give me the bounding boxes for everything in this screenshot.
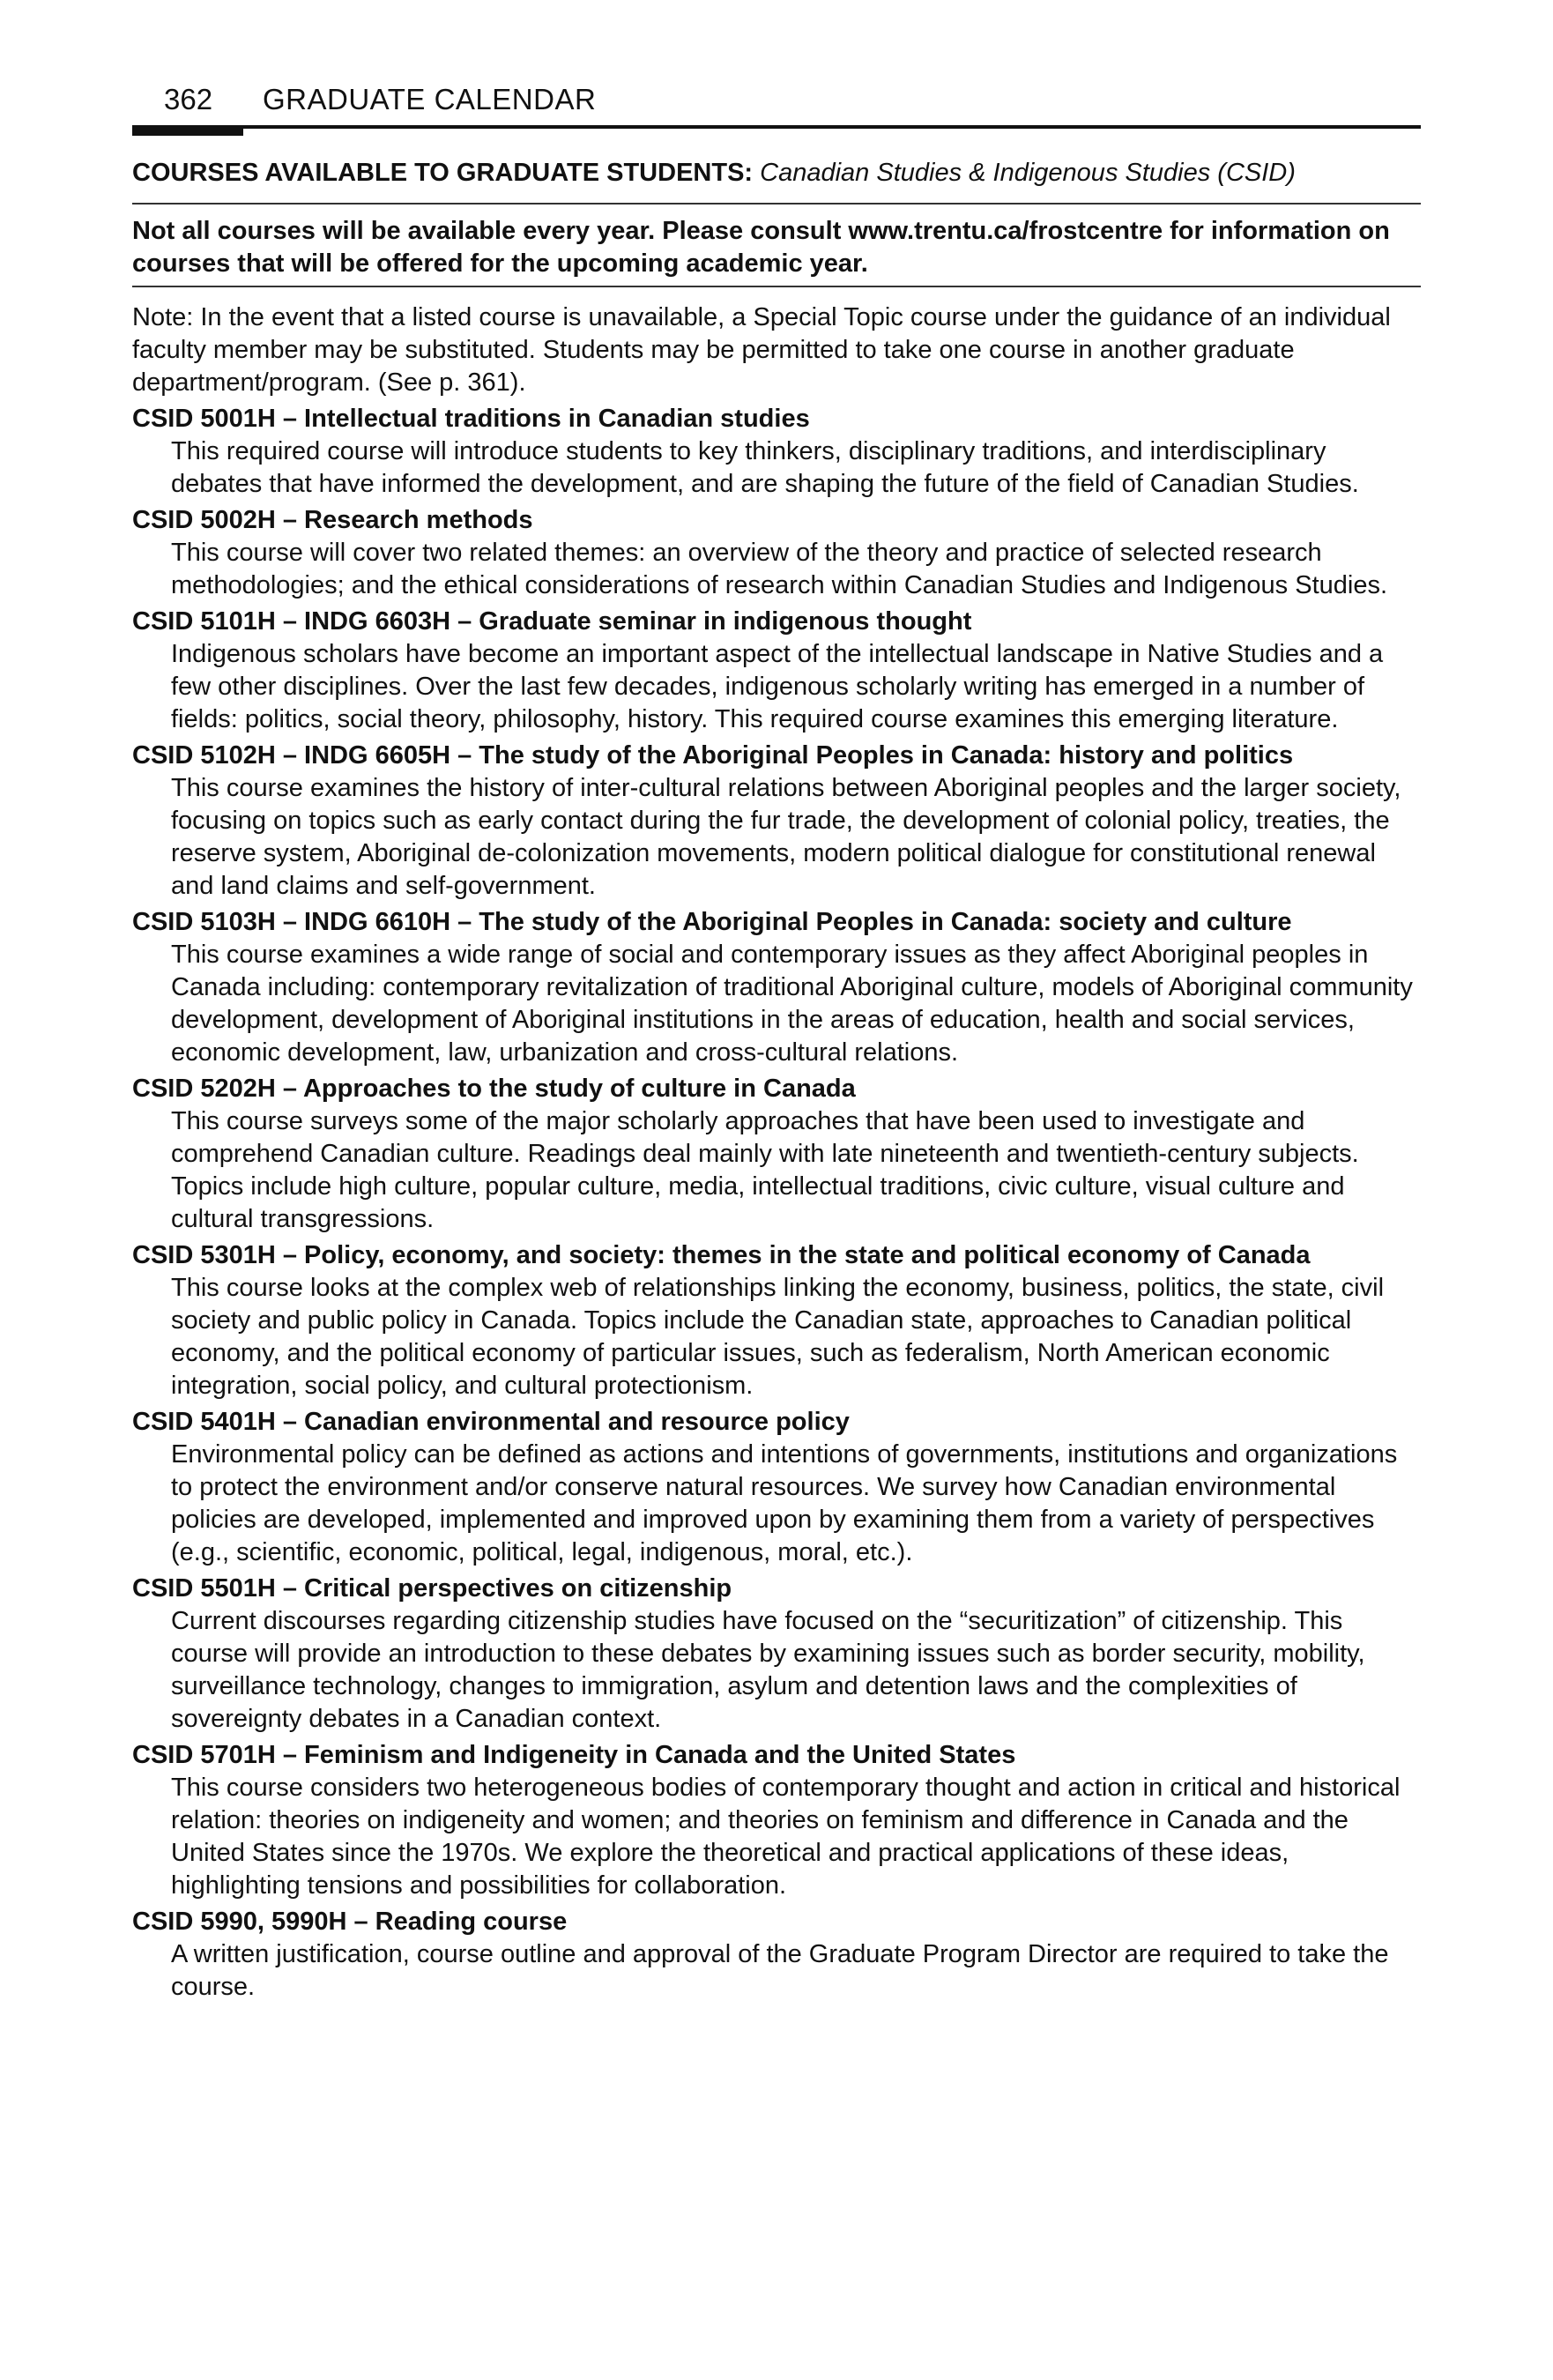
course-title: CSID 5103H – INDG 6610H – The study of the Aboriginal Peoples in Canada: society and culture (132, 908, 1292, 936)
course-description: This course examines the history of inter-cultural relations between Aboriginal peoples and the larger society, focusing on topics such as early contact during the fur trade, the development of colonial policy, treaties, the reserve system, Aboriginal de-colonization movements, modern political dialogue for constitutional renewal and land claims and self-government. (171, 774, 1401, 900)
course-title: CSID 5301H – Policy, economy, and society: themes in the state and political economy of Canada (132, 1241, 1311, 1269)
course-entry (132, 606, 1421, 736)
course-entry (132, 1073, 1421, 1236)
course-title: CSID 5202H – Approaches to the study of culture in Canada (132, 1075, 856, 1103)
running-title: GRADUATE CALENDAR (263, 83, 597, 115)
course-title: CSID 5102H – INDG 6605H – The study of the Aboriginal Peoples in Canada: history and politics (132, 741, 1294, 770)
course-entry (132, 1739, 1421, 1902)
calendar-page (132, 79, 1421, 2004)
course-list (132, 403, 1421, 2004)
section-subtitle: Canadian Studies & Indigenous Studies (CSID) (760, 159, 1296, 187)
course-title: CSID 5001H – Intellectual traditions in Canadian studies (132, 405, 810, 433)
course-description: This course surveys some of the major scholarly approaches that have been used to investigate and comprehend Canadian culture. Readings deal mainly with late nineteenth and twentieth-century subjects. Topics include high culture, popular culture, media, intellectual traditions, civic culture, visual culture and cultural transgressions. (171, 1107, 1359, 1233)
course-title: CSID 5401H – Canadian environmental and resource policy (132, 1408, 850, 1436)
course-description: This course will cover two related themes: an overview of the theory and practice of selected research methodologies; and the ethical considerations of research within Canadian Studies and Indigenous Studies. (171, 539, 1388, 599)
course-description: A written justification, course outline and approval of the Graduate Program Director are required to take the course. (171, 1940, 1389, 2001)
course-entry (132, 1573, 1421, 1736)
substitution-note: Note: In the event that a listed course is unavailable, a Special Topic course under the guidance of an individual faculty member may be substituted. Students may be permitted to take one course in another graduate department/program. (See p. 361). (132, 303, 1391, 397)
course-title: CSID 5101H – INDG 6603H – Graduate seminar in indigenous thought (132, 607, 972, 636)
course-description: Environmental policy can be defined as actions and intentions of governments, institutions and organizations to protect the environment and/or conserve natural resources. We survey how Canadian environmental policies are developed, implemented and improved upon by examining them from a variety of perspectives (e.g., scientific, economic, political, legal, indigenous, moral, etc.). (171, 1440, 1398, 1566)
course-entry (132, 1239, 1421, 1402)
course-entry (132, 403, 1421, 501)
course-entry (132, 740, 1421, 903)
course-title: CSID 5002H – Research methods (132, 506, 533, 534)
course-description: This course looks at the complex web of relationships linking the economy, business, politics, the state, civil society and public policy in Canada. Topics include the Canadian state, approaches to Canadian political economy, and the political economy of particular issues, such as federalism, North American economic integration, social policy, and cultural protectionism. (171, 1274, 1385, 1400)
course-description: This required course will introduce students to key thinkers, disciplinary traditions, and interdisciplinary debates that have informed the development, and are shaping the future of the field of Canadian Studies. (171, 437, 1359, 498)
course-description: Indigenous scholars have become an important aspect of the intellectual landscape in Native Studies and a few other disciplines. Over the last few decades, indigenous scholarly writing has emerged in a number of fields: politics, social theory, philosophy, history. This required course examines this emerging literature. (171, 640, 1384, 733)
section-label: COURSES AVAILABLE TO GRADUATE STUDENTS: (132, 159, 754, 187)
course-entry (132, 504, 1421, 602)
course-entry (132, 906, 1421, 1069)
page-header (132, 79, 1421, 129)
page-number: 362 (164, 83, 213, 115)
course-entry (132, 1406, 1421, 1569)
course-description: This course considers two heterogeneous bodies of contemporary thought and action in critical and historical relation: theories on indigeneity and women; and theories on feminism and difference in Canada and the United States since the 1970s. We explore the theoretical and practical applications of these ideas, highlighting tensions and possibilities for collaboration. (171, 1774, 1401, 1900)
availability-notice: Not all courses will be available every year. Please consult www.trentu.ca/frostcentre for information on courses that will be offered for the upcoming academic year. (132, 205, 1421, 287)
course-title: CSID 5990, 5990H – Reading course (132, 1908, 568, 1936)
header-tab-bar (132, 125, 243, 136)
course-title: CSID 5701H – Feminism and Indigeneity in Canada and the United States (132, 1741, 1016, 1769)
section-heading (132, 155, 1421, 205)
course-description: Current discourses regarding citizenship studies have focused on the “securitization” of citizenship. This course will provide an introduction to these debates by examining issues such as border security, mobility, surveillance technology, changes to immigration, asylum and detention laws and the complexities of sovereignty debates in a Canadian context. (171, 1607, 1365, 1733)
course-title: CSID 5501H – Critical perspectives on citizenship (132, 1574, 732, 1603)
course-description: This course examines a wide range of social and contemporary issues as they affect Aboriginal peoples in Canada including: contemporary revitalization of traditional Aboriginal culture, models of Aboriginal community development, development of Aboriginal institutions in the areas of education, health and social services, economic development, law, urbanization and cross-cultural relations. (171, 941, 1413, 1067)
course-entry (132, 1906, 1421, 2004)
